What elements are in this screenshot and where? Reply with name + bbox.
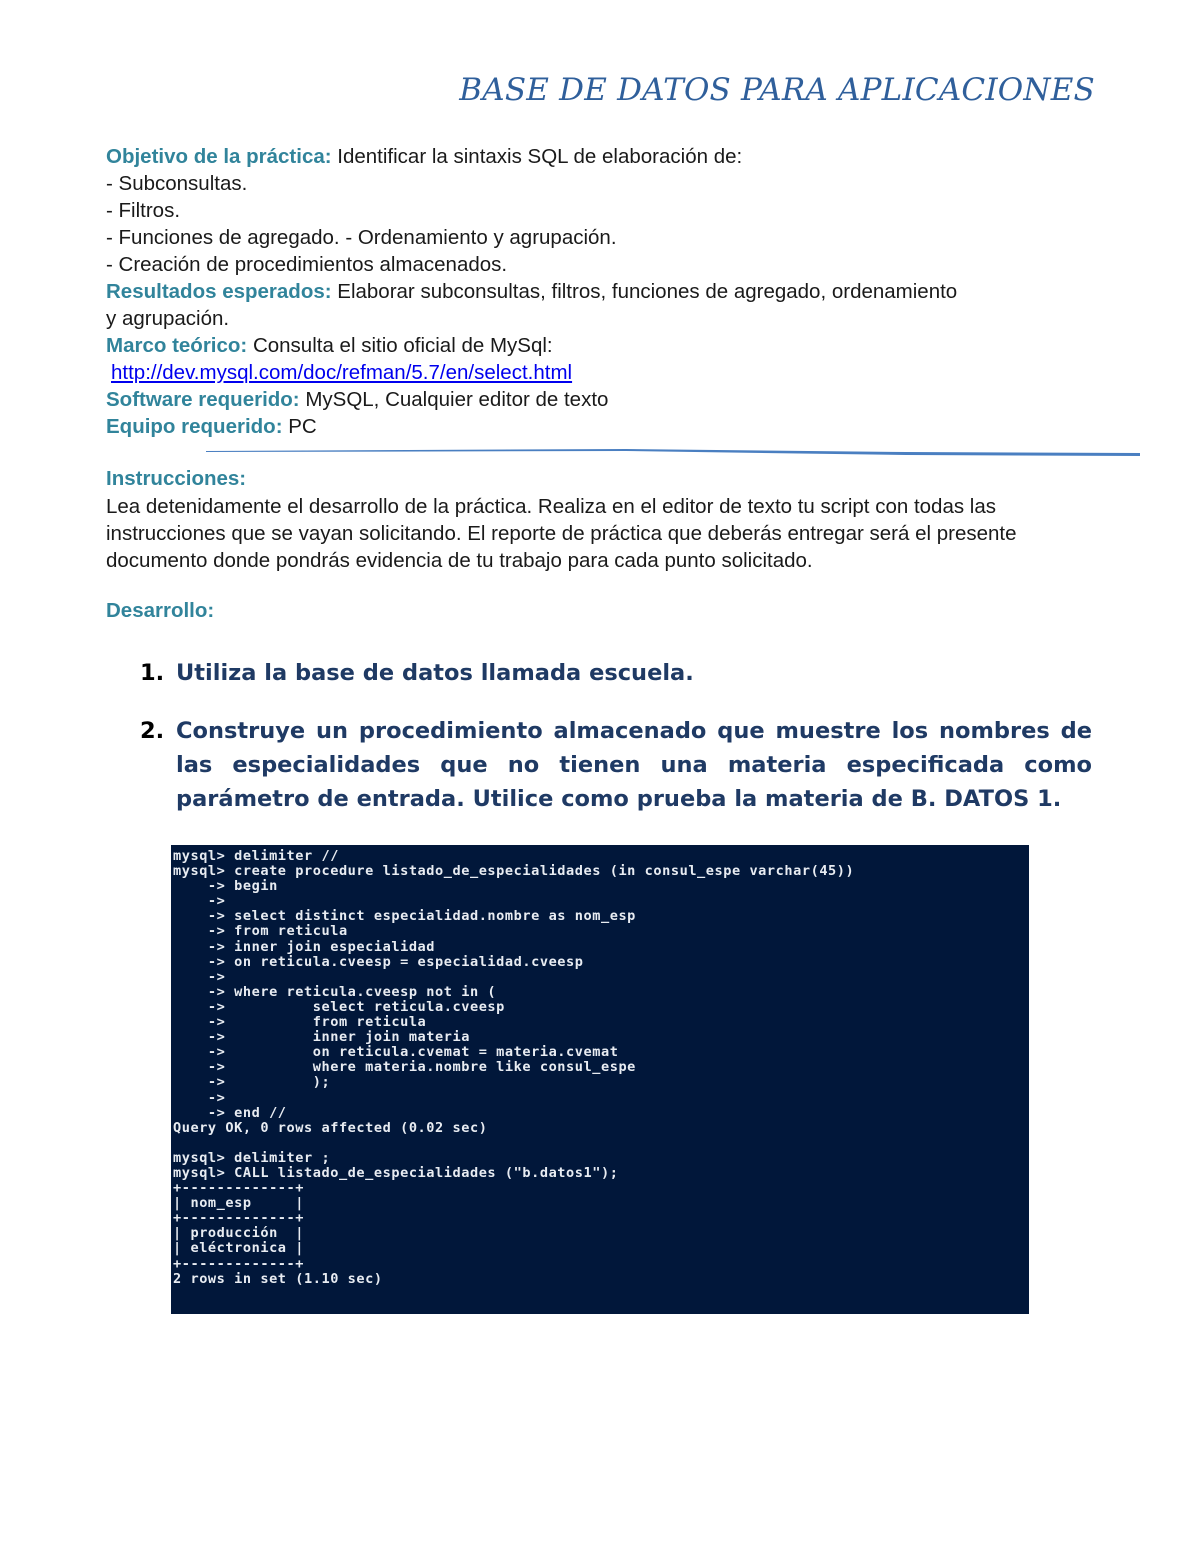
instructions-text: Lea detenidamente el desarrollo de la práctica. Realiza en el editor de texto tu script con todas las instrucciones que se vayan solicitando. El reporte de práctica que deberás entregar será el presente documento donde pondrás evidencia de tu trabajo para cada punto solicitado. (106, 495, 1017, 572)
terminal-line: +-------------+ (173, 1255, 305, 1272)
step-item (106, 714, 1092, 816)
terminal-line: -> end // (173, 1104, 287, 1121)
equipment-text: PC (282, 415, 317, 438)
objective-item: - Creación de procedimientos almacenados. (106, 253, 508, 276)
terminal-line: -> select distinct especialidad.nombre as nom_esp (173, 908, 636, 925)
terminal-line: -> from reticula (173, 923, 348, 940)
objective-label: Objetivo de la práctica: (106, 145, 332, 168)
framework-label: Marco teórico: (106, 334, 248, 357)
step-text: Construye un procedimiento almacenado que muestre los nombres de las especialidades que no tienen una materia especificada como parámetro de entrada. Utilice como prueba la materia de B. DATOS 1. (176, 718, 1092, 812)
expected-row (106, 278, 1106, 305)
objective-item: - Filtros. (106, 199, 181, 222)
expected-text-continued: y agrupación. (106, 307, 230, 330)
instructions-section (106, 465, 1096, 574)
terminal-line: | eléctronica | (173, 1240, 305, 1257)
terminal-line: -> (173, 1089, 226, 1106)
terminal-line: mysql> CALL listado_de_especialidades ("b.datos1"); (173, 1164, 619, 1181)
instructions-label: Instrucciones: (106, 467, 247, 490)
terminal-line: -> inner join especialidad (173, 938, 436, 955)
software-text: MySQL, Cualquier editor de texto (299, 388, 609, 411)
step-number: 1. (140, 660, 165, 686)
terminal-line: -> from reticula (173, 1014, 427, 1031)
terminal-line: -> on reticula.cveesp = especialidad.cveesp (173, 953, 584, 970)
terminal-line: -> ); (173, 1074, 331, 1091)
terminal-line: -> begin (173, 878, 278, 895)
objective-row (106, 143, 1106, 170)
terminal-line: -> (173, 968, 226, 985)
mysql-terminal-screenshot (171, 845, 1029, 1314)
step-item (106, 656, 1092, 690)
terminal-line: -> where materia.nombre like consul_espe (173, 1059, 636, 1076)
terminal-line: -> on reticula.cvemat = materia.cvemat (173, 1044, 619, 1061)
development-label: Desarrollo: (106, 599, 215, 622)
document-header-title: BASE DE DATOS PARA APLICACIONES (459, 72, 1095, 108)
software-row (106, 386, 1106, 413)
terminal-line: +-------------+ (173, 1210, 305, 1227)
terminal-line: -> select reticula.cveesp (173, 998, 505, 1015)
terminal-line: Query OK, 0 rows affected (0.02 sec) (173, 1119, 488, 1136)
terminal-line: | producción | (173, 1225, 305, 1242)
terminal-line: -> inner join materia (173, 1029, 470, 1046)
framework-link-row (106, 359, 1106, 386)
objective-item: - Subconsultas. (106, 172, 248, 195)
terminal-line: mysql> create procedure listado_de_especialidades (in consul_espe varchar(45)) (173, 863, 855, 880)
framework-text: Consulta el sitio oficial de MySql: (247, 334, 553, 357)
expected-text: Elaborar subconsultas, filtros, funciones de agregado, ordenamiento (331, 280, 958, 303)
development-steps (106, 656, 1092, 840)
mysql-docs-link[interactable]: http://dev.mysql.com/doc/refman/5.7/en/select.html (111, 361, 573, 384)
terminal-line: -> where reticula.cveesp not in ( (173, 983, 497, 1000)
terminal-line: | nom_esp | (173, 1195, 305, 1212)
section-divider (206, 449, 1140, 456)
step-text: Utiliza la base de datos llamada escuela. (176, 660, 694, 686)
expected-label: Resultados esperados: (106, 280, 332, 303)
terminal-line (173, 1136, 1029, 1151)
objective-text: Identificar la sintaxis SQL de elaboración de: (331, 145, 743, 168)
terminal-output (171, 845, 1029, 1287)
terminal-line: mysql> delimiter ; (173, 1149, 331, 1166)
terminal-line: +-------------+ (173, 1180, 305, 1197)
framework-row (106, 332, 1106, 359)
objective-item: - Funciones de agregado. - Ordenamiento y agrupación. (106, 226, 617, 249)
terminal-line: mysql> delimiter // (173, 848, 339, 864)
equipment-row (106, 413, 1106, 440)
terminal-line: -> (173, 893, 226, 910)
practice-info (106, 143, 1106, 440)
equipment-label: Equipo requerido: (106, 415, 283, 438)
terminal-line: 2 rows in set (1.10 sec) (173, 1270, 383, 1287)
step-number: 2. (140, 718, 165, 744)
software-label: Software requerido: (106, 388, 300, 411)
